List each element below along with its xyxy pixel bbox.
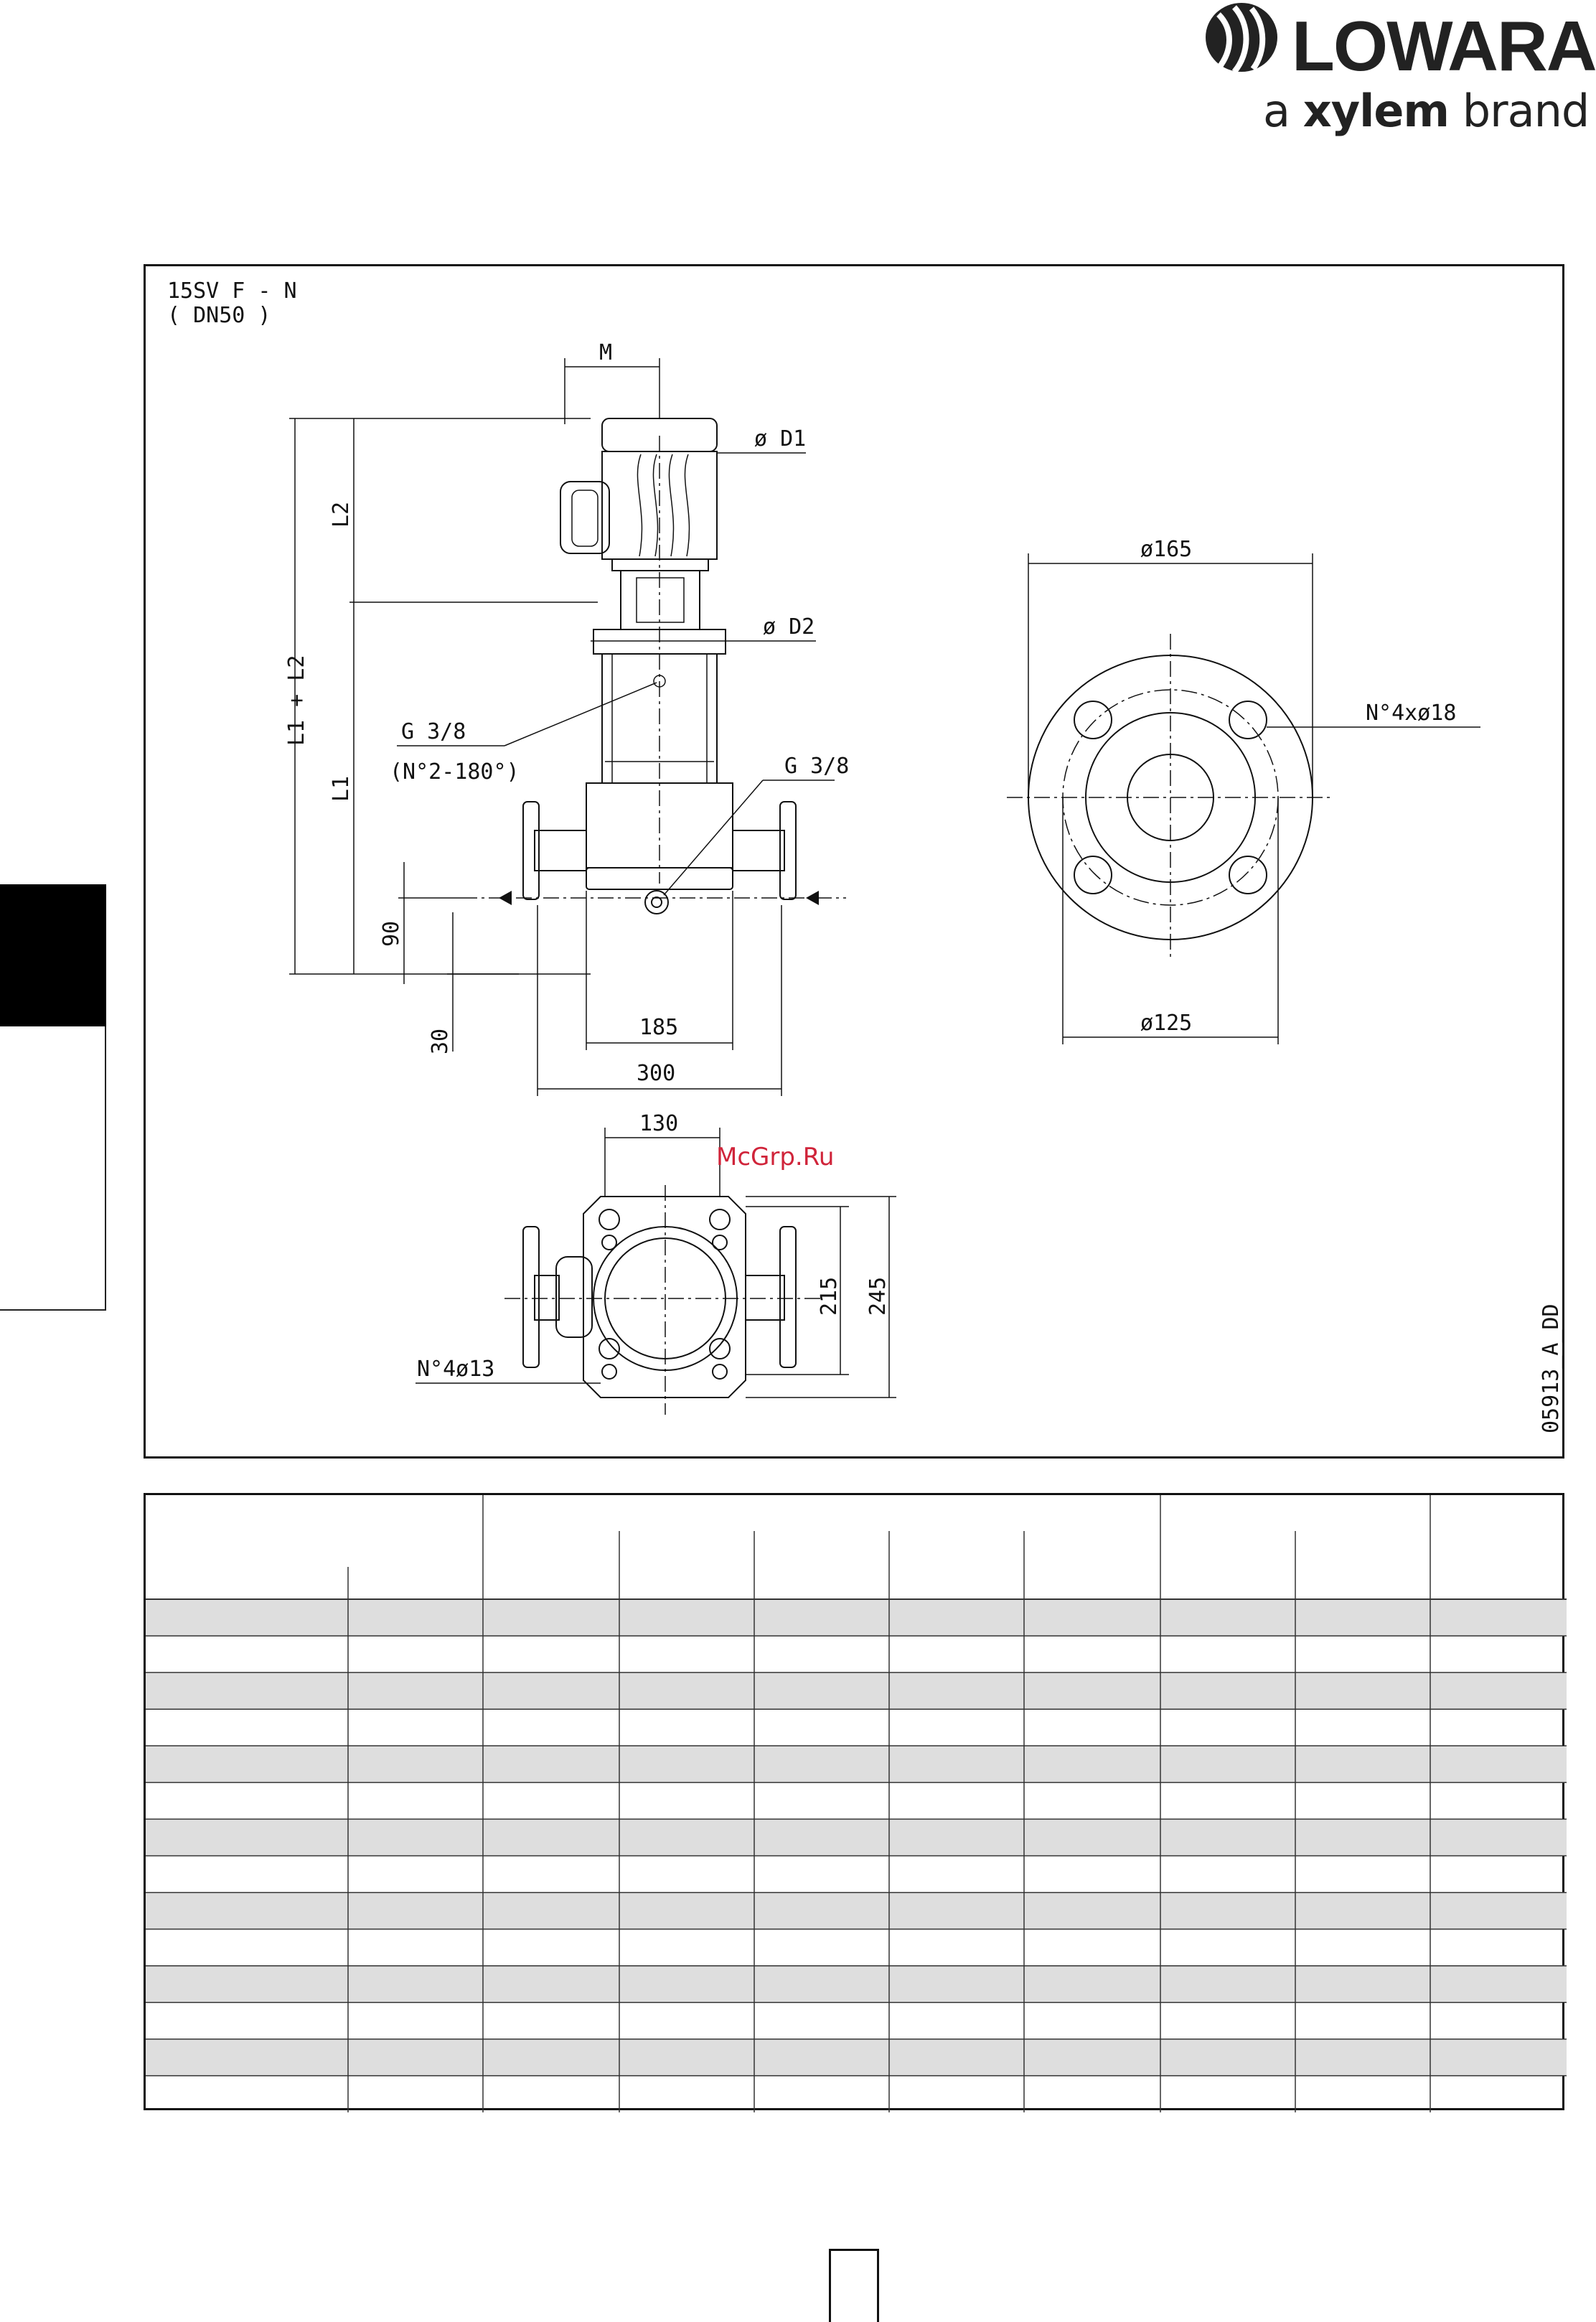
table-row-shade xyxy=(146,1672,1567,1709)
section-tab xyxy=(0,884,106,1026)
label-g38-left: G 3/8 xyxy=(401,719,466,744)
technical-drawing xyxy=(144,264,1564,1459)
page-number-box xyxy=(829,2249,879,2322)
dim-d165: ø165 xyxy=(1140,537,1193,562)
spec-table-grid xyxy=(146,1495,1567,2112)
table-row-shade xyxy=(146,2039,1567,2076)
dim-90: 90 xyxy=(379,920,404,947)
dim-d125: ø125 xyxy=(1140,1011,1193,1036)
brand-tagline: a xylem brand xyxy=(1263,85,1590,137)
brand-name: LOWARA xyxy=(1292,6,1596,85)
label-n4o13: N°4ø13 xyxy=(417,1357,495,1382)
dim-l1: L1 xyxy=(329,775,354,802)
flange-view xyxy=(1007,537,1480,1044)
table-row-shade xyxy=(146,1819,1567,1855)
model-subtitle: ( DN50 ) xyxy=(167,303,271,328)
dim-d2: ø D2 xyxy=(763,614,815,640)
model-title: 15SV F - N xyxy=(167,278,297,304)
dim-30: 30 xyxy=(428,1028,453,1054)
table-row-shade xyxy=(146,1966,1567,2003)
watermark-text: McGrp.Ru xyxy=(716,1143,835,1171)
dim-130: 130 xyxy=(639,1111,679,1136)
table-row-shade xyxy=(146,1893,1567,1929)
drawing-svg xyxy=(146,266,1567,1461)
brand-logo xyxy=(1191,0,1596,144)
label-n2-180: (N°2-180°) xyxy=(390,759,520,785)
section-tab-line xyxy=(105,1026,106,1311)
table-row-shade xyxy=(146,1746,1567,1782)
dim-l1-l2: L1 + L2 xyxy=(284,655,309,746)
pump-side-view xyxy=(461,418,846,914)
drawing-code: 05913_A_DD xyxy=(1539,1303,1564,1433)
dim-245: 245 xyxy=(865,1276,891,1316)
dim-185: 185 xyxy=(639,1015,679,1040)
label-g38-right: G 3/8 xyxy=(784,754,850,779)
label-n4x18: N°4xø18 xyxy=(1366,701,1457,726)
dim-m: M xyxy=(599,340,613,365)
spec-table xyxy=(144,1493,1564,2110)
side-view-dimensions xyxy=(284,340,849,1096)
dim-d1: ø D1 xyxy=(754,426,807,451)
lowara-swirl-icon xyxy=(1197,0,1297,79)
dim-l2: L2 xyxy=(329,501,354,528)
dim-215: 215 xyxy=(817,1276,842,1316)
table-row-shade xyxy=(146,1599,1567,1636)
section-tab-bottom xyxy=(0,1309,106,1311)
dim-300: 300 xyxy=(637,1061,676,1086)
